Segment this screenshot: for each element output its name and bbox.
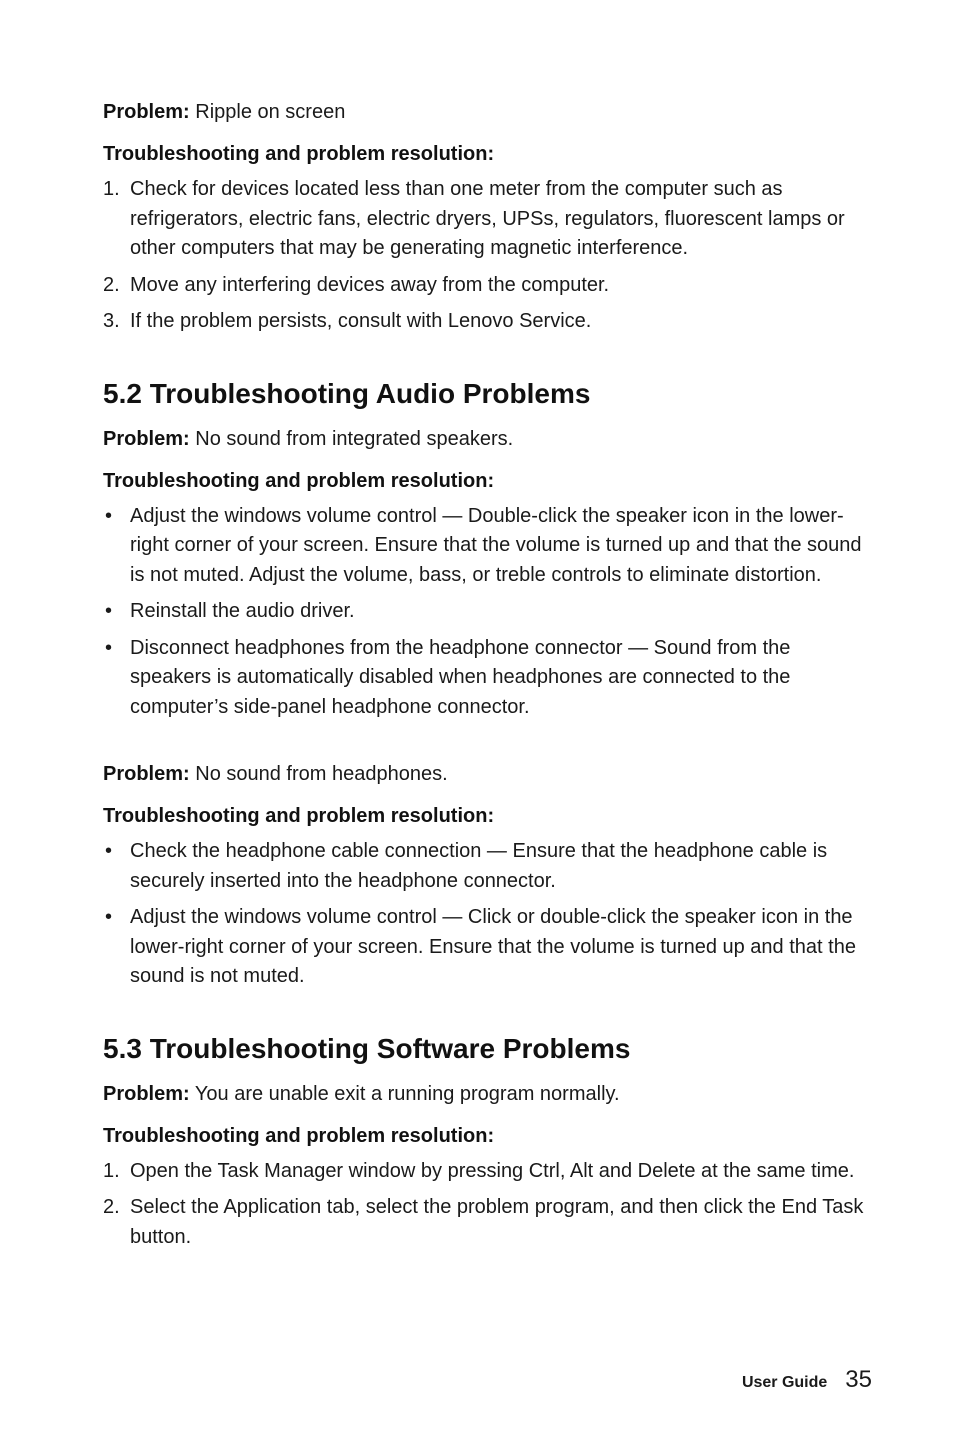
bullet-glyph: • xyxy=(105,504,113,527)
bullet-text: Adjust the windows volume control — Click or double-click the speaker icon in the lower-right corner of your screen. Ensure that the volume is turned up and that the sound is not muted. xyxy=(130,906,856,987)
list-item xyxy=(103,634,873,723)
list-item xyxy=(103,1193,873,1252)
problem-text: Ripple on screen xyxy=(189,101,346,123)
problem-text: No sound from integrated speakers. xyxy=(189,427,514,450)
problem-label: Problem: xyxy=(103,1082,190,1105)
page-footer xyxy=(742,1366,872,1394)
footer-guide-label: User Guide xyxy=(741,1374,828,1391)
list-item xyxy=(103,1157,873,1187)
step-text: Move any interfering devices away from the computer. xyxy=(130,273,610,296)
problem-speakers xyxy=(103,425,873,454)
speakers-bullets xyxy=(103,502,873,723)
problem-headphones xyxy=(103,760,873,789)
step-text: If the problem persists, consult with Lenovo Service. xyxy=(130,310,592,332)
resolution-heading: Troubleshooting and problem resolution: xyxy=(103,1124,495,1147)
problem-text: You are unable exit a running program normally. xyxy=(189,1082,620,1105)
step-number: 3. xyxy=(103,310,120,332)
list-item xyxy=(103,175,873,264)
step-text: Select the Application tab, select the problem program, and then click the End Task button. xyxy=(130,1196,864,1248)
step-text: Check for devices located less than one meter from the computer such as refrigerators, electric fans, electric dryers, UPSs, regulators, fluorescent lamps or other computers that may be generating magnetic interference. xyxy=(130,178,845,259)
ripple-steps xyxy=(103,175,873,337)
bullet-glyph: • xyxy=(105,906,113,928)
list-item xyxy=(103,307,873,337)
list-item xyxy=(103,837,873,896)
step-number: 1. xyxy=(103,178,120,200)
bullet-text: Disconnect headphones from the headphone connector — Sound from the speakers is automatically disabled when headphones are connected to the computer’s side-panel headphone connector. xyxy=(130,636,791,718)
bullet-text: Adjust the windows volume control — Double-click the speaker icon in the lower-right corner of your screen. Ensure that the volume is turned up and that the sound is not muted. Adjust the volume, bass, or treble controls to eliminate distortion. xyxy=(130,504,862,586)
problem-ripple xyxy=(103,98,873,127)
section-heading-software: 5.3 Troubleshooting Software Problems xyxy=(103,1032,631,1064)
list-item xyxy=(103,502,873,591)
problem-label: Problem: xyxy=(103,427,190,450)
step-number: 1. xyxy=(103,1159,120,1182)
bullet-text: Check the headphone cable connection — Ensure that the headphone cable is securely inserted into the headphone connector. xyxy=(130,840,828,892)
problem-label: Problem: xyxy=(103,101,190,123)
list-item xyxy=(103,597,873,627)
resolution-heading: Troubleshooting and problem resolution: xyxy=(103,143,495,165)
problem-text: No sound from headphones. xyxy=(189,763,448,785)
list-item xyxy=(103,903,873,992)
section-heading-audio: 5.2 Troubleshooting Audio Problems xyxy=(103,377,591,409)
resolution-heading: Troubleshooting and problem resolution: xyxy=(103,805,495,827)
problem-label: Problem: xyxy=(103,763,190,785)
step-number: 2. xyxy=(103,1196,120,1218)
bullet-glyph: • xyxy=(105,600,113,622)
step-number: 2. xyxy=(103,273,120,296)
problem-software xyxy=(103,1080,873,1109)
resolution-heading: Troubleshooting and problem resolution: xyxy=(103,469,495,492)
bullet-glyph: • xyxy=(105,840,113,862)
list-item xyxy=(103,271,873,301)
software-steps xyxy=(103,1157,873,1253)
bullet-text: Reinstall the audio driver. xyxy=(130,600,355,622)
bullet-glyph: • xyxy=(105,636,113,659)
document-page xyxy=(103,98,873,1259)
headphones-bullets xyxy=(103,837,873,992)
page-number: 35 xyxy=(845,1366,872,1393)
step-text: Open the Task Manager window by pressing Ctrl, Alt and Delete at the same time. xyxy=(130,1159,855,1182)
